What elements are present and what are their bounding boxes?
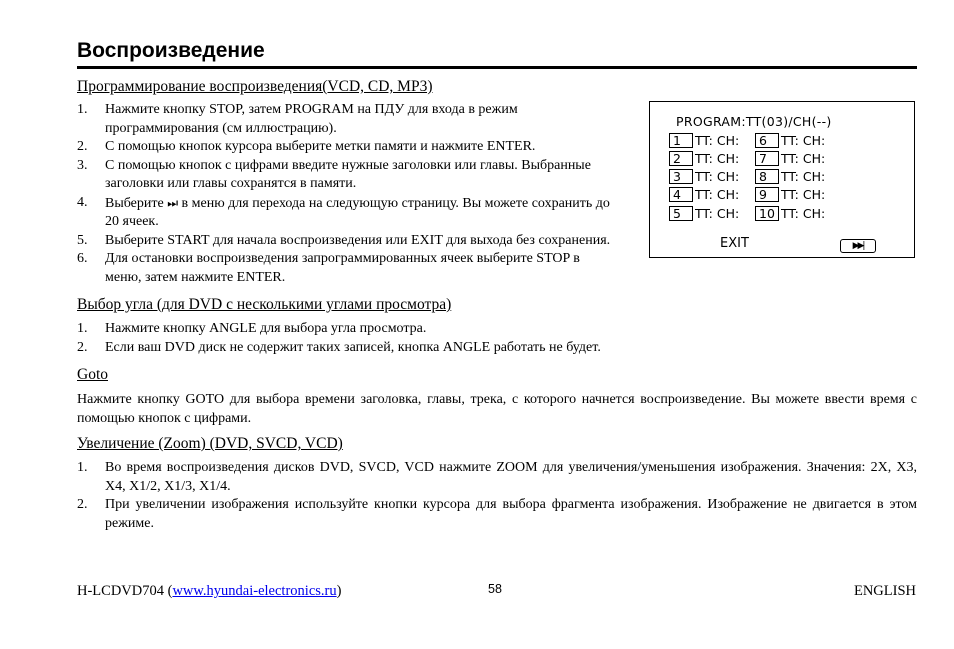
list-item <box>77 320 917 339</box>
list-item-number: 2. <box>77 497 88 512</box>
osd-row <box>669 187 841 203</box>
osd-slot-text: TT: CH: <box>781 133 826 148</box>
page-number: 58 <box>488 582 502 596</box>
osd-row <box>669 206 841 222</box>
osd-slot-number: 5 <box>669 206 693 221</box>
list-item-text: Выберите <box>105 195 168 211</box>
list-item <box>77 496 917 533</box>
list-item-text: Если ваш DVD диск не содержит таких записей, кнопка ANGLE работать не будет. <box>105 339 601 355</box>
osd-slot-number: 10 <box>755 206 779 221</box>
osd-slot-number: 4 <box>669 187 693 202</box>
list-item-text: С помощью кнопок с цифрами введите нужные заголовки или главы. Выбранные заголовки или главы сохранятся в памяти. <box>105 157 591 191</box>
list-item <box>77 339 917 358</box>
osd-slot-text: TT: CH: <box>695 151 740 166</box>
program-steps-list <box>77 101 617 287</box>
osd-slot-number: 1 <box>669 133 693 148</box>
osd-slot-text: TT: CH: <box>781 206 826 221</box>
list-item-number: 2. <box>77 339 88 355</box>
list-item-number: 1. <box>77 460 88 475</box>
list-item-text: При увеличении изображения используйте кнопки курсора для выбора фрагмента изображения. Изображение не двигается в этом режиме. <box>105 497 917 531</box>
section-heading-goto: Goto <box>77 366 108 383</box>
skip-next-icon: ⏭ <box>167 195 179 210</box>
osd-slot-number: 9 <box>755 187 779 202</box>
footer-language: ENGLISH <box>853 583 916 599</box>
list-item-text: С помощью кнопок курсора выберите метки памяти и нажмите ENTER. <box>105 139 536 154</box>
osd-slot-text: TT: CH: <box>781 187 826 202</box>
osd-exit-label: EXIT <box>720 236 749 251</box>
list-item <box>77 250 617 287</box>
list-item-number: 4. <box>77 194 88 210</box>
osd-row <box>669 151 841 167</box>
osd-slot-number: 8 <box>755 169 779 184</box>
osd-slot-text: TT: CH: <box>695 169 740 184</box>
osd-row <box>669 133 841 149</box>
osd-slot-number: 2 <box>669 151 693 166</box>
osd-row <box>669 169 841 185</box>
list-item-text: Нажмите кнопку ANGLE для выбора угла просмотра. <box>105 321 427 336</box>
website-link[interactable]: www.hyundai-electronics.ru <box>172 583 337 599</box>
footer-model <box>77 583 341 600</box>
osd-header: PROGRAM:TT(03)/CH(--) <box>676 114 832 129</box>
list-item <box>77 138 617 157</box>
zoom-steps-list <box>77 459 917 533</box>
list-item-number: 1. <box>77 102 88 117</box>
osd-slot-text: TT: CH: <box>695 206 740 221</box>
list-item-text: Нажмите кнопку STOP, затем PROGRAM на ПДУ для входа в режим программирования (см иллюстрацию). <box>105 102 518 136</box>
list-item-text: Выберите START для начала воспроизведения или EXIT для выхода без сохранения. <box>105 232 611 248</box>
list-item-number: 1. <box>77 321 88 336</box>
angle-steps-list <box>77 320 917 357</box>
footer-model-text: H-LCDVD704 ( <box>77 583 173 599</box>
list-item-text: Для остановки воспроизведения запрограммированных ячеек выберите STOP в меню, затем нажмите ENTER. <box>105 251 580 285</box>
osd-slot-number: 6 <box>755 133 779 148</box>
list-item <box>77 459 917 496</box>
osd-slot-number: 3 <box>669 169 693 184</box>
list-item-number: 2. <box>77 139 88 154</box>
list-item <box>77 157 617 194</box>
section-heading-angle: Выбор угла (для DVD с несколькими углами просмотра) <box>77 296 452 313</box>
osd-slot-text: TT: CH: <box>695 133 740 148</box>
list-item-number: 5. <box>77 232 88 248</box>
osd-slot-text: TT: CH: <box>695 187 740 202</box>
list-item-number: 6. <box>77 251 88 266</box>
section-heading-zoom: Увеличение (Zoom) (DVD, SVCD, VCD) <box>77 435 343 452</box>
list-item <box>77 101 617 138</box>
section-heading-program: Программирование воспроизведения(VCD, CD, MP3) <box>77 78 433 95</box>
osd-slot-text: TT: CH: <box>781 169 826 184</box>
osd-slot-text: TT: CH: <box>781 151 826 166</box>
next-page-icon: ▶▶| <box>840 239 876 253</box>
list-item-text: в меню для перехода на следующую страницу. Вы можете сохранить до 20 ячеек. <box>105 195 610 229</box>
list-item <box>77 232 617 251</box>
goto-paragraph: Нажмите кнопку GOTO для выбора времени заголовка, главы, трека, с которого начнется воспроизведение. Вы можете ввести время с помощью кнопок с цифрами. <box>77 392 917 426</box>
list-item-number: 3. <box>77 157 88 173</box>
program-osd-illustration <box>649 101 915 258</box>
list-item <box>77 194 617 232</box>
page-title: Воспроизведение <box>77 39 265 62</box>
list-item-text: Во время воспроизведения дисков DVD, SVCD, VCD нажмите ZOOM для увеличения/уменьшения изображения. Значения: 2X, X3, X4, X1/2, X1/3, X1/4. <box>105 460 917 494</box>
osd-slot-number: 7 <box>755 151 779 166</box>
footer-model-text: ) <box>336 583 342 599</box>
